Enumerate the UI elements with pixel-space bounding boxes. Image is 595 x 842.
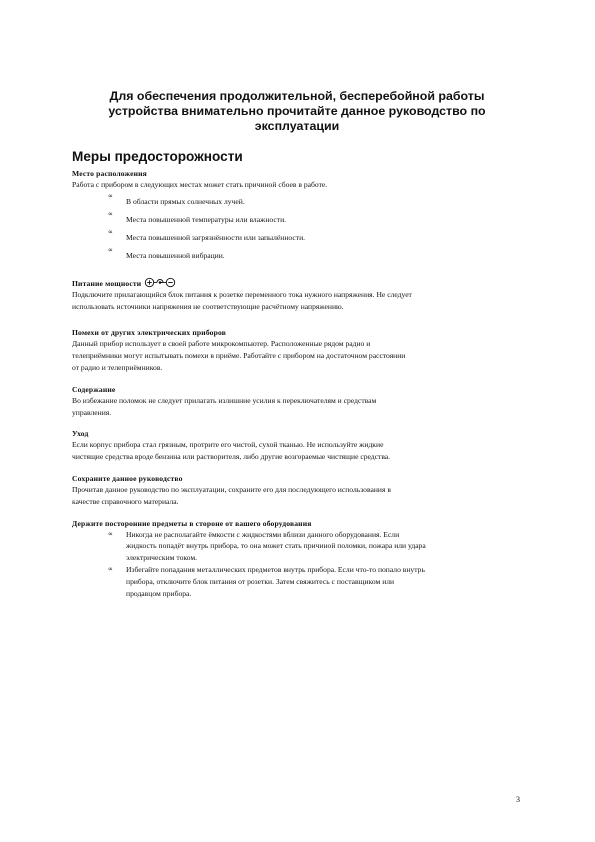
content-line: управления. (72, 407, 112, 417)
bullet-icon: ∝ (108, 227, 114, 236)
location-intro: Работа с прибором в следующих местах может стать причиной сбоев в работе. (72, 180, 328, 189)
page-title (82, 89, 512, 134)
list-item (72, 245, 522, 263)
content-line: Во избежание поломок не следует прилагать излишние усилия к переключателям и средствам (72, 395, 377, 405)
list-item-text: электрическим током. (126, 553, 198, 563)
interference-line: от радио и телеприёмников. (72, 362, 163, 372)
location-section (72, 168, 522, 263)
interference-line: телеприёмники могут испытывать помехи в приёме. Работайте с прибором на достаточном расстоянии (72, 351, 406, 361)
list-item (72, 209, 522, 227)
keep-manual-title: Сохраните данное руководство (72, 473, 183, 483)
interference-line: Данный прибор использует в своей работе микрокомпьютер. Расположенные рядом радио и (72, 339, 371, 349)
location-list (72, 191, 522, 263)
list-item (72, 191, 522, 209)
keep-manual-line: качестве справочного материала. (72, 496, 179, 506)
bullet-icon: ∝ (108, 245, 114, 254)
title-line: эксплуатации (254, 119, 340, 133)
foreign-objects-title: Держите посторонние предметы в стороне от вашего оборудования (72, 518, 312, 528)
polarity-icon (144, 277, 176, 288)
title-line: Для обеспечения продолжительной, бесперебойной работы (109, 89, 485, 103)
care-line: Если корпус прибора стал грязным, протрите его чистой, сухой тканью. Не используйте жидкие (72, 440, 384, 450)
list-item (72, 529, 522, 564)
interference-title: Помехи от других электрических приборов (72, 328, 227, 338)
power-line: Подключите прилагающийся блок питания к розетке переменного тока нужного напряжения. Не следует (72, 289, 412, 299)
care-title: Уход (72, 429, 89, 439)
foreign-objects-section (72, 518, 522, 600)
bullet-icon: ∝ (108, 209, 114, 218)
list-item-text: Места повышенной загрязнённости или запылённости. (126, 232, 306, 242)
power-title: Питание мощности (72, 278, 142, 288)
precautions-body (72, 168, 522, 599)
care-section (72, 428, 522, 463)
list-item (72, 227, 522, 245)
list-item-text: В области прямых солнечных лучей. (126, 196, 245, 206)
keep-manual-section (72, 473, 522, 508)
section-heading: Меры предосторожности (72, 149, 243, 164)
power-title-row (72, 277, 522, 289)
list-item-text: Никогда не располагайте ёмкости с жидкостями вблизи данного оборудования. Если (126, 529, 400, 539)
list-item-text: продавцом прибора. (126, 588, 192, 598)
list-item-text: Места повышенной температуры или влажности. (126, 214, 287, 224)
list-item-text: Места повышенной вибрации. (126, 250, 225, 260)
list-item-text: прибора, отключите блок питания от розетки. Затем свяжитесь с поставщиком или (126, 576, 395, 586)
keep-manual-line: Прочитав данное руководство по эксплуатации, сохраните его для последующего использования в (72, 484, 391, 494)
bullet-icon: ∝ (108, 191, 114, 200)
list-item (72, 564, 522, 599)
bullet-icon: ∝ (108, 564, 114, 573)
list-item-text: жидкость попадёт внутрь прибора, то она может стать причиной поломки, пожара или удара (126, 541, 426, 551)
content-section (72, 384, 522, 419)
location-title: Место расположения (72, 169, 147, 178)
content-title: Содержание (72, 384, 116, 394)
list-item-text: Избегайте попадания металлических предметов внутрь прибора. Если что-то попало внутрь (126, 564, 425, 574)
power-section (72, 277, 522, 313)
foreign-objects-list (72, 529, 522, 600)
title-line: устройства внимательно прочитайте данное руководство по (108, 104, 486, 118)
bullet-icon: ∝ (108, 529, 114, 538)
power-line: использовать источники напряжения не соответствующие расчётному напряжению. (72, 301, 344, 311)
page-number: 3 (516, 795, 520, 804)
interference-section (72, 327, 522, 373)
care-line: чистящие средства вроде бензина или растворителя, либо другие возгораемые чистящие средства. (72, 452, 391, 462)
